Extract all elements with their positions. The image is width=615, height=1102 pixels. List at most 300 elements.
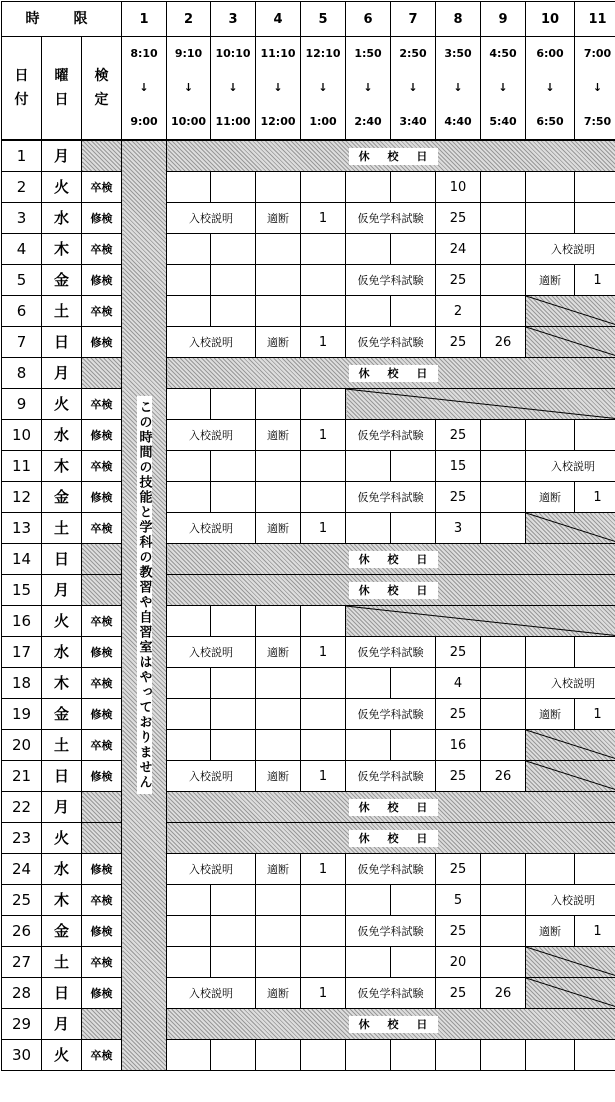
empty-slot: [346, 234, 391, 265]
exam-type-empty: [82, 544, 122, 575]
aptitude-slot: [256, 885, 301, 916]
day-number: 10: [2, 420, 42, 451]
period-9-slot: [481, 947, 526, 978]
period-8-slot: [436, 1040, 481, 1071]
empty-slot: [167, 885, 211, 916]
arrow-icon: ↓: [346, 71, 390, 105]
period-8-slot: 25: [436, 327, 481, 358]
weekday: 金: [42, 916, 82, 947]
empty-slot: [575, 854, 615, 885]
aptitude-slot: [256, 234, 301, 265]
exam-type: 卒検: [82, 234, 122, 265]
day-number: 18: [2, 668, 42, 699]
no-lessons-notice: この時間の技能と学科の教習や自習室はやっておりません: [137, 396, 152, 794]
weekday: 火: [42, 1040, 82, 1071]
aptitude-slot: [256, 668, 301, 699]
day-row: [2, 699, 615, 730]
exam-type-empty: [82, 792, 122, 823]
empty-slot: [211, 606, 256, 637]
weekday: 日: [42, 544, 82, 575]
period-5-slot: 1: [301, 203, 346, 234]
period-9-slot: 26: [481, 978, 526, 1009]
period-5-slot: [301, 451, 346, 482]
weekday: 土: [42, 296, 82, 327]
hatched-cell: [526, 978, 615, 1009]
arrow-icon: ↓: [526, 71, 574, 105]
period-5-slot: [301, 265, 346, 296]
day-number: 8: [2, 358, 42, 389]
period-5-slot: 1: [301, 978, 346, 1009]
end-time: 12:00: [256, 105, 300, 139]
exam-header: [82, 37, 122, 141]
arrow-icon: ↓: [167, 71, 210, 105]
day-row: [2, 575, 615, 606]
day-number: 20: [2, 730, 42, 761]
weekday: 日: [42, 327, 82, 358]
arrow-icon: ↓: [301, 71, 345, 105]
empty-slot: [167, 451, 211, 482]
exam-type: 卒検: [82, 172, 122, 203]
day-row: [2, 296, 615, 327]
day-row: [2, 978, 615, 1009]
evening-aptitude-slot: 適断: [526, 265, 575, 296]
weekday: 月: [42, 575, 82, 606]
start-time: 9:10: [167, 37, 210, 71]
weekday: 金: [42, 482, 82, 513]
hatched-cell: [346, 606, 615, 637]
day-row: [2, 451, 615, 482]
empty-slot: [575, 1040, 615, 1071]
day-row: [2, 916, 615, 947]
date-header: [2, 37, 42, 141]
aptitude-slot: 適断: [256, 327, 301, 358]
weekday-header-char: 日: [42, 88, 81, 112]
period-1-column: [122, 140, 167, 1071]
empty-slot: [211, 699, 256, 730]
period-8-slot: 4: [436, 668, 481, 699]
day-row: [2, 606, 615, 637]
date-header-char: 付: [2, 88, 41, 112]
period-8-slot: 25: [436, 203, 481, 234]
empty-slot: [211, 885, 256, 916]
exam-type: 修検: [82, 482, 122, 513]
weekday: 金: [42, 699, 82, 730]
period-5-slot: [301, 885, 346, 916]
period-11-slot: 1: [575, 916, 615, 947]
hatched-cell: [526, 761, 615, 792]
provisional-exam-slot: 仮免学科試験: [346, 916, 436, 947]
period-8-slot: 2: [436, 296, 481, 327]
exam-header-char: 検: [82, 64, 121, 88]
day-number: 3: [2, 203, 42, 234]
weekday: 水: [42, 854, 82, 885]
period-5-slot: 1: [301, 327, 346, 358]
end-time: 1:00: [301, 105, 345, 139]
period-5-slot: [301, 916, 346, 947]
weekday: 土: [42, 947, 82, 978]
empty-slot: [167, 389, 211, 420]
day-number: 21: [2, 761, 42, 792]
start-time: 11:10: [256, 37, 300, 71]
aptitude-slot: 適断: [256, 978, 301, 1009]
day-number: 26: [2, 916, 42, 947]
closed-label: 休 校 日: [349, 1016, 439, 1033]
end-time: 7:50: [575, 105, 615, 139]
period-8-slot: 25: [436, 482, 481, 513]
period-5-slot: [301, 234, 346, 265]
period-time-range: [256, 37, 301, 141]
empty-slot: [167, 947, 211, 978]
day-number: 5: [2, 265, 42, 296]
empty-slot: [211, 389, 256, 420]
exam-type: 卒検: [82, 1040, 122, 1071]
empty-slot: [301, 389, 346, 420]
period-8-slot: 25: [436, 637, 481, 668]
empty-slot: [526, 420, 575, 451]
period-11-slot: 1: [575, 699, 615, 730]
empty-slot: [391, 234, 436, 265]
empty-slot: [167, 916, 211, 947]
period-8-slot: 15: [436, 451, 481, 482]
period-9-slot: [481, 172, 526, 203]
day-number: 27: [2, 947, 42, 978]
day-number: 29: [2, 1009, 42, 1040]
period-11-slot: 1: [575, 482, 615, 513]
provisional-exam-slot: 仮免学科試験: [346, 761, 436, 792]
end-time: 5:40: [481, 105, 525, 139]
day-row: [2, 203, 615, 234]
day-number: 7: [2, 327, 42, 358]
exam-type-empty: [82, 1009, 122, 1040]
arrow-icon: ↓: [122, 71, 166, 105]
period-9-slot: [481, 668, 526, 699]
empty-slot: [346, 668, 391, 699]
start-time: 12:10: [301, 37, 345, 71]
exam-type: 修検: [82, 761, 122, 792]
weekday: 木: [42, 885, 82, 916]
day-number: 12: [2, 482, 42, 513]
day-number: 1: [2, 140, 42, 172]
empty-slot: [391, 947, 436, 978]
hatched-cell: [346, 389, 615, 420]
empty-slot: [301, 606, 346, 637]
end-time: 11:00: [211, 105, 255, 139]
period-9-slot: [481, 420, 526, 451]
weekday: 火: [42, 389, 82, 420]
weekday: 土: [42, 730, 82, 761]
period-5-slot: 1: [301, 854, 346, 885]
empty-slot: [211, 668, 256, 699]
exam-type: 卒検: [82, 668, 122, 699]
empty-slot: [167, 606, 211, 637]
exam-type: 卒検: [82, 730, 122, 761]
empty-slot: [391, 513, 436, 544]
aptitude-slot: [256, 730, 301, 761]
empty-slot: [346, 885, 391, 916]
day-row: [2, 265, 615, 296]
day-row: [2, 172, 615, 203]
empty-slot: [256, 389, 301, 420]
start-time: 4:50: [481, 37, 525, 71]
day-row: [2, 482, 615, 513]
day-number: 22: [2, 792, 42, 823]
period-8-slot: 25: [436, 420, 481, 451]
period-5-slot: [301, 482, 346, 513]
day-number: 15: [2, 575, 42, 606]
period-time-range: [575, 37, 615, 141]
empty-slot: [526, 172, 575, 203]
day-row: [2, 327, 615, 358]
empty-slot: [575, 172, 615, 203]
period-9-slot: 26: [481, 761, 526, 792]
period-5-slot: [301, 668, 346, 699]
closed-label: 休 校 日: [349, 799, 439, 816]
exam-type-empty: [82, 823, 122, 854]
day-number: 11: [2, 451, 42, 482]
arrow-icon: ↓: [391, 71, 435, 105]
period-number: 10: [526, 2, 575, 37]
period-header: 時 限: [2, 2, 122, 37]
empty-slot: [346, 296, 391, 327]
empty-slot: [575, 420, 615, 451]
provisional-exam-slot: 仮免学科試験: [346, 978, 436, 1009]
weekday: 月: [42, 1009, 82, 1040]
period-time-range: [436, 37, 481, 141]
arrow-icon: ↓: [436, 71, 480, 105]
day-row: [2, 668, 615, 699]
empty-slot: [167, 730, 211, 761]
school-closed-cell: [167, 792, 615, 823]
weekday: 金: [42, 265, 82, 296]
period-9-slot: 26: [481, 327, 526, 358]
empty-slot: [211, 730, 256, 761]
empty-slot: [346, 730, 391, 761]
provisional-exam-slot: 仮免学科試験: [346, 854, 436, 885]
day-row: [2, 730, 615, 761]
day-row: [2, 1009, 615, 1040]
empty-slot: [391, 296, 436, 327]
weekday: 月: [42, 358, 82, 389]
empty-slot: [575, 203, 615, 234]
empty-slot: [211, 296, 256, 327]
period-8-slot: 16: [436, 730, 481, 761]
orientation-slot: 入校説明: [167, 420, 256, 451]
empty-slot: [211, 482, 256, 513]
hatched-cell: [526, 730, 615, 761]
hatched-cell: [526, 947, 615, 978]
empty-slot: [346, 1040, 391, 1071]
period-9-slot: [481, 916, 526, 947]
aptitude-slot: [256, 916, 301, 947]
end-time: 10:00: [167, 105, 210, 139]
start-time: 3:50: [436, 37, 480, 71]
arrow-icon: ↓: [256, 71, 300, 105]
period-9-slot: [481, 885, 526, 916]
start-time: 10:10: [211, 37, 255, 71]
start-time: 6:00: [526, 37, 574, 71]
end-time: 9:00: [122, 105, 166, 139]
day-number: 4: [2, 234, 42, 265]
empty-slot: [391, 885, 436, 916]
day-number: 19: [2, 699, 42, 730]
start-time: 2:50: [391, 37, 435, 71]
evening-orientation-slot: 入校説明: [526, 234, 615, 265]
period-number: 7: [391, 2, 436, 37]
period-time-range: [211, 37, 256, 141]
exam-type: 修検: [82, 420, 122, 451]
period-time-range: [122, 37, 167, 141]
exam-type: 卒検: [82, 947, 122, 978]
exam-type: 修検: [82, 265, 122, 296]
period-8-slot: 3: [436, 513, 481, 544]
provisional-exam-slot: 仮免学科試験: [346, 265, 436, 296]
exam-type: 修検: [82, 327, 122, 358]
period-5-slot: [301, 1040, 346, 1071]
exam-type: 卒検: [82, 389, 122, 420]
aptitude-slot: 適断: [256, 420, 301, 451]
period-5-slot: [301, 947, 346, 978]
empty-slot: [526, 854, 575, 885]
exam-type: 卒検: [82, 451, 122, 482]
closed-label: 休 校 日: [349, 148, 439, 165]
aptitude-slot: 適断: [256, 203, 301, 234]
period-5-slot: 1: [301, 761, 346, 792]
start-time: 8:10: [122, 37, 166, 71]
weekday: 火: [42, 823, 82, 854]
end-time: 3:40: [391, 105, 435, 139]
period-time-range: [346, 37, 391, 141]
orientation-slot: 入校説明: [167, 978, 256, 1009]
period-9-slot: [481, 296, 526, 327]
period-5-slot: 1: [301, 420, 346, 451]
aptitude-slot: [256, 482, 301, 513]
weekday: 月: [42, 792, 82, 823]
empty-slot: [526, 1040, 575, 1071]
weekday: 水: [42, 637, 82, 668]
end-time: 6:50: [526, 105, 574, 139]
period-8-slot: 20: [436, 947, 481, 978]
period-8-slot: 25: [436, 699, 481, 730]
provisional-exam-slot: 仮免学科試験: [346, 203, 436, 234]
day-number: 13: [2, 513, 42, 544]
closed-label: 休 校 日: [349, 551, 439, 568]
start-time: 7:00: [575, 37, 615, 71]
exam-type: 修検: [82, 699, 122, 730]
arrow-icon: ↓: [575, 71, 615, 105]
day-number: 30: [2, 1040, 42, 1071]
day-row: [2, 761, 615, 792]
period-number: 5: [301, 2, 346, 37]
end-time: 2:40: [346, 105, 390, 139]
day-row: [2, 358, 615, 389]
empty-slot: [211, 451, 256, 482]
period-9-slot: [481, 203, 526, 234]
period-8-slot: 10: [436, 172, 481, 203]
weekday: 火: [42, 172, 82, 203]
day-number: 9: [2, 389, 42, 420]
day-number: 16: [2, 606, 42, 637]
period-number: 6: [346, 2, 391, 37]
aptitude-slot: [256, 1040, 301, 1071]
weekday: 日: [42, 761, 82, 792]
period-9-slot: [481, 730, 526, 761]
day-number: 6: [2, 296, 42, 327]
empty-slot: [167, 265, 211, 296]
exam-type: 修検: [82, 854, 122, 885]
period-8-slot: 5: [436, 885, 481, 916]
empty-slot: [167, 234, 211, 265]
school-closed-cell: [167, 358, 615, 389]
empty-slot: [167, 172, 211, 203]
period-8-slot: 25: [436, 761, 481, 792]
aptitude-slot: [256, 699, 301, 730]
end-time: 4:40: [436, 105, 480, 139]
weekday: 水: [42, 203, 82, 234]
schedule-table: [1, 1, 615, 1071]
period-number: 11: [575, 2, 615, 37]
empty-slot: [575, 637, 615, 668]
orientation-slot: 入校説明: [167, 203, 256, 234]
exam-header-char: 定: [82, 88, 121, 112]
empty-slot: [346, 451, 391, 482]
evening-aptitude-slot: 適断: [526, 699, 575, 730]
day-number: 28: [2, 978, 42, 1009]
empty-slot: [211, 234, 256, 265]
day-row: [2, 140, 615, 172]
day-number: 2: [2, 172, 42, 203]
period-8-slot: 25: [436, 265, 481, 296]
school-closed-cell: [167, 1009, 615, 1040]
period-5-slot: [301, 172, 346, 203]
period-8-slot: 25: [436, 854, 481, 885]
day-number: 17: [2, 637, 42, 668]
exam-type-empty: [82, 575, 122, 606]
date-header-char: 日: [2, 64, 41, 88]
exam-type: 修検: [82, 637, 122, 668]
exam-type: 修検: [82, 203, 122, 234]
empty-slot: [211, 947, 256, 978]
provisional-exam-slot: 仮免学科試験: [346, 637, 436, 668]
empty-slot: [167, 482, 211, 513]
aptitude-slot: [256, 296, 301, 327]
exam-type: 卒検: [82, 885, 122, 916]
provisional-exam-slot: 仮免学科試験: [346, 420, 436, 451]
period-8-slot: 24: [436, 234, 481, 265]
empty-slot: [346, 947, 391, 978]
day-row: [2, 1040, 615, 1071]
weekday: 月: [42, 140, 82, 172]
period-9-slot: [481, 451, 526, 482]
evening-orientation-slot: 入校説明: [526, 668, 615, 699]
day-row: [2, 389, 615, 420]
period-8-slot: 25: [436, 978, 481, 1009]
period-time-range: [301, 37, 346, 141]
period-9-slot: [481, 637, 526, 668]
empty-slot: [391, 172, 436, 203]
period-8-slot: 25: [436, 916, 481, 947]
day-number: 23: [2, 823, 42, 854]
period-5-slot: [301, 296, 346, 327]
day-row: [2, 544, 615, 575]
weekday: 木: [42, 668, 82, 699]
empty-slot: [346, 513, 391, 544]
aptitude-slot: 適断: [256, 854, 301, 885]
day-row: [2, 854, 615, 885]
day-row: [2, 885, 615, 916]
empty-slot: [167, 296, 211, 327]
evening-aptitude-slot: 適断: [526, 916, 575, 947]
start-time: 1:50: [346, 37, 390, 71]
